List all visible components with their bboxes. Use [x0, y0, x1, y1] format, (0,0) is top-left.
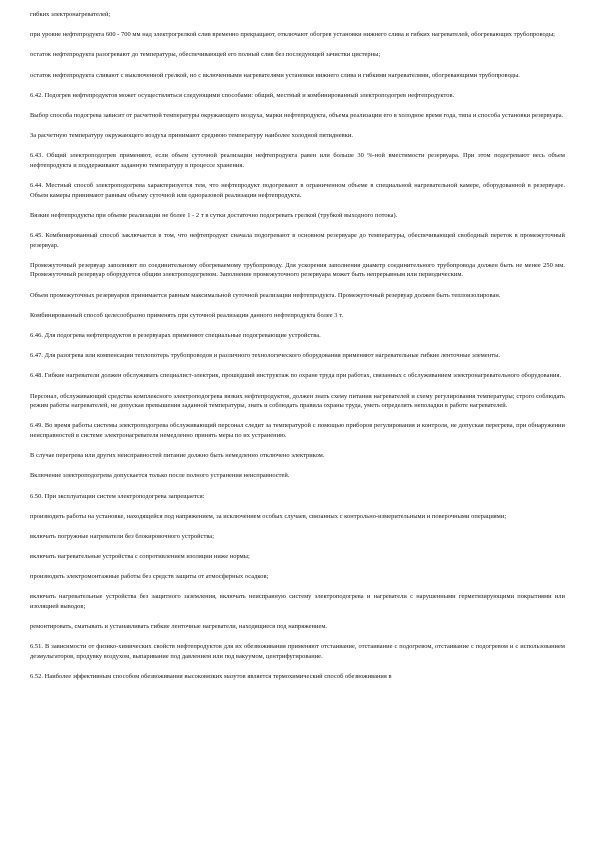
- paragraph: 6.50. При эксплуатации систем электроподогрева запрещается:: [30, 492, 205, 500]
- paragraph: ремонтировать, сматывать и устанавливать гибкие ленточные нагреватели, находящиеся под напряжением.: [30, 623, 328, 631]
- paragraph: при уровне нефтепродукта 600 - 700 мм над электрогрелкой слив временно прекращают, отключают обогрев установки нижнего слива и гибких нагревателей, обогревающих трубопроводы;: [30, 31, 555, 39]
- paragraph: гибких электронагревателей;: [30, 11, 111, 18]
- paragraph: производить электромонтажные работы без средств защиты от атмосферных осадков;: [30, 573, 269, 581]
- paragraph: включать нагревательные устройства с сопротивлением изоляции ниже нормы;: [30, 553, 250, 561]
- paragraph: Персонал, обслуживающий средства комплексного электроподогрева вязких нефтепродуктов, должен знать схему питания нагревателей и схему регулирования температуры; строго соблюдать режим работы нагревателей, не допуская превышения заданной температуры, знать и соблюдать правила охраны труда, уметь определять неполадки в работе нагревателей.: [30, 392, 565, 410]
- paragraph: остаток нефтепродукта разогревают до температуры, обеспечивающей его полный слив без последующей зачистки цистерны;: [30, 51, 381, 59]
- paragraph: Объем промежуточных резервуаров принимается равным максимальной суточной реализации нефтепродукта. Промежуточный резервуар должен быть теплоизолирован.: [30, 291, 501, 299]
- paragraph: 6.52. Наиболее эффективным способом обезвоживания высоковязких мазутов является термохимический способ обезвоживания в: [30, 673, 392, 681]
- paragraph: Вязкие нефтепродукты при объеме реализации не более 1 - 2 т в сутки достаточно подогревать грелкой (трубкой выходного потока).: [30, 211, 398, 219]
- paragraph: 6.42. Подогрев нефтепродуктов может осуществляться следующими способами: общий, местный и комбинированный электроподогрев нефтепродуктов.: [30, 91, 455, 99]
- paragraph: включать погружные нагреватели без блокировочного устройства;: [30, 532, 215, 540]
- paragraph: 6.49. Во время работы системы электроподогрева обслуживающий персонал следит за температурой с помощью приборов регулирования и контроля, не допуская перегрева, при обнаружении неисправностей в системе электронагревателя немедленно принять меры по их устранению.: [30, 422, 565, 439]
- paragraph: 6.48. Гибкие нагреватели должен обслуживать специалист-электрик, прошедший инструктаж по охране труда при работах, связанных с обслуживанием электронагревательного оборудования.: [30, 372, 562, 380]
- paragraph: остаток нефтепродукта сливают с выключенной грелкой, но с включенными нагревателями установки нижнего слива и гибкими нагревателями, обогревающими трубопроводы.: [30, 71, 520, 79]
- paragraph: Промежуточный резервуар заполняют по соединительному обогреваемому трубопроводу. Для ускорения заполнения диаметр соединительного трубопровода должен быть не менее 250 мм. Промежуточный резервуар оборудуется общим электроподогревом. Заполнение промежуточного резервуара может быть непрерывным или периодическим.: [30, 261, 565, 279]
- paragraph: 6.44. Местный способ электроподогрева характеризуется тем, что нефтепродукт подогревают в ограниченном объеме в специальной нагревательной камере, оборудованной в резервуаре. Объем камеры принимают равным объему суточной или одноразовой реализации нефтепродукта.: [30, 182, 565, 199]
- paragraph: Комбинированный способ целесообразно применять при суточной реализации данного нефтепродукта более 3 т.: [30, 311, 344, 319]
- paragraph: 6.51. В зависимости от физико-химических свойств нефтепродуктов для их обезвоживания применяют отстаивание, отстаивание с подогревом, отстаивание с подогревом и с использованием деэмульгаторов, продувку воздухом, выпаривание под давлением или под вакуумом, центрифугирование.: [30, 643, 565, 660]
- paragraph: 6.47. Для разогрева или компенсации теплопотерь трубопроводов и различного технологического оборудования применяют нагревательные гибкие ленточные элементы.: [30, 352, 501, 360]
- paragraph: 6.45. Комбинированный способ заключается в том, что нефтепродукт сначала подогревают в основном резервуаре до температуры, обеспечивающей свободный переток в промежуточный резервуар.: [30, 232, 565, 249]
- paragraph: Выбор способа подогрева зависит от расчетной температуры окружающего воздуха, марки нефтепродукта, объема реализации его в холодное время года, типа и способа установки резервуара.: [30, 111, 564, 119]
- paragraph: производить работы на установке, находящейся под напряжением, за исключением особых случаев, связанных с контрольно-измерительными и поверочными операциями;: [30, 512, 507, 520]
- paragraph: включать нагревательные устройства без защитного заземления, включать неисправную систему электроподогрева и нагреватели с нарушенными герметизирующими покрытиями или изоляцией выводов;: [30, 593, 565, 611]
- paragraph: В случае перегрева или других неисправностей питание должно быть немедленно отключено электриком.: [30, 452, 325, 460]
- paragraph: 6.43. Общий электроподогрев применяют, если объем суточной реализации нефтепродукта равен или больше 30 %-ной вместимости резервуара. При этом подогревают весь объем нефтепродукта и поддерживают заданную температуру в процессе хранения.: [30, 152, 565, 169]
- paragraph: 6.46. Для подогрева нефтепродуктов в резервуарах применяют специальные подогревающие устройства.: [30, 332, 321, 339]
- paragraph: За расчетную температуру окружающего воздуха принимают среднюю температуру наиболее холодной пятидневки.: [30, 132, 354, 140]
- paragraph: Включение электроподогрева допускается только после полного устранения неисправностей.: [30, 472, 290, 480]
